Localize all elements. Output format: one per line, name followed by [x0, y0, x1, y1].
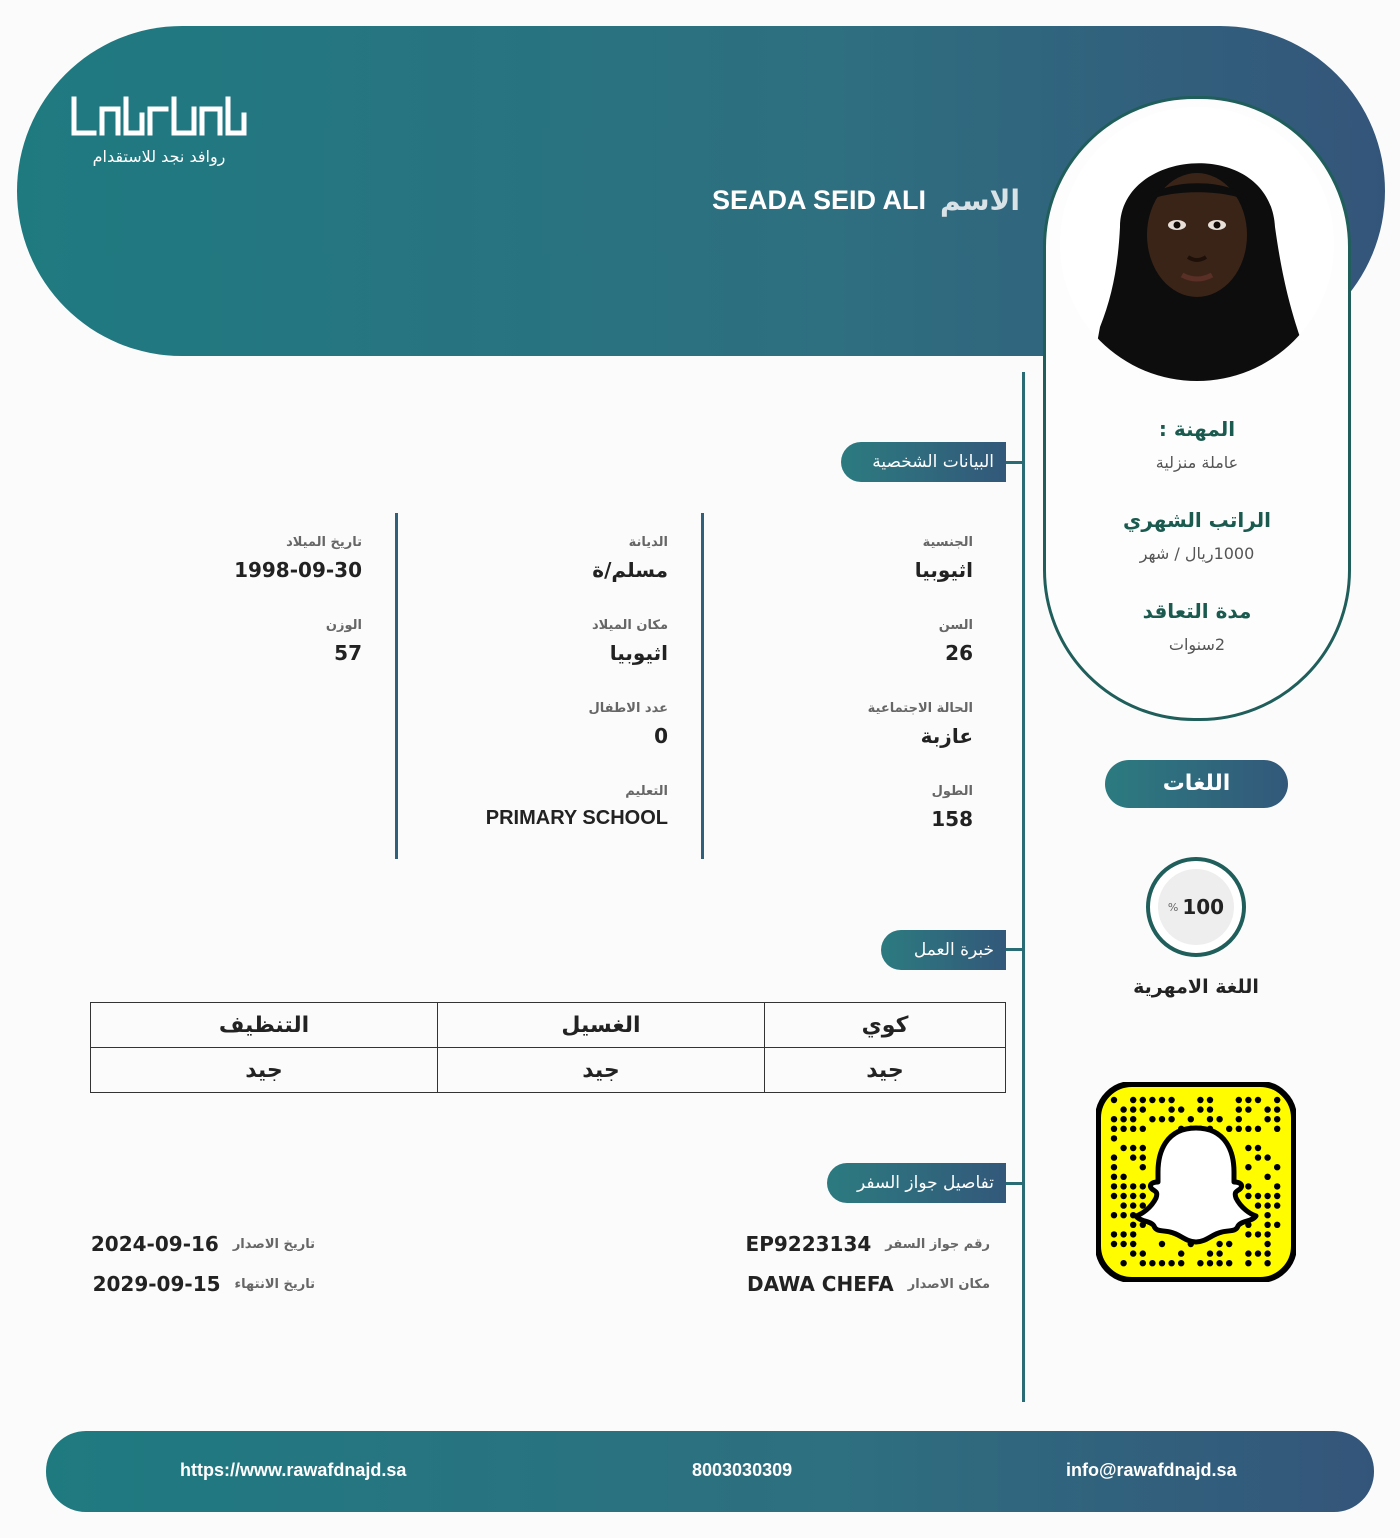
passport-number-value: EP9223134	[745, 1232, 872, 1256]
snapcode-dot	[1274, 1183, 1280, 1189]
snapcode-dot	[1197, 1260, 1203, 1266]
field-label: الجنسية	[922, 535, 973, 550]
snapcode-dot	[1111, 1164, 1117, 1170]
profile-card	[1043, 96, 1351, 721]
snapcode-dot	[1159, 1260, 1165, 1266]
snapcode-dot	[1207, 1097, 1213, 1103]
snapcode-dot	[1111, 1212, 1117, 1218]
contract-label: مدة التعاقد	[1142, 599, 1252, 623]
snapcode-dot	[1130, 1202, 1136, 1208]
snapcode-dot	[1168, 1106, 1174, 1112]
snapcode-dot	[1216, 1250, 1222, 1256]
snapcode-dot	[1264, 1174, 1270, 1180]
field-birthplace	[368, 618, 668, 665]
language-level-inner	[1158, 869, 1234, 945]
section-passport-title: تفاصيل جواز السفر	[827, 1163, 1006, 1203]
field-value: PRIMARY SCHOOL	[485, 807, 668, 829]
snapcode-dot	[1216, 1116, 1222, 1122]
language-level-ring	[1146, 857, 1246, 957]
snapcode-dot	[1130, 1106, 1136, 1112]
snapcode-dot	[1140, 1126, 1146, 1132]
field-value: 158	[931, 807, 973, 831]
snapcode-dot	[1130, 1183, 1136, 1189]
profession-value: عاملة منزلية	[1155, 453, 1239, 472]
passport-issue-label: تاريخ الاصدار	[232, 1236, 315, 1252]
snapcode-dot	[1140, 1260, 1146, 1266]
snapcode-dot	[1255, 1231, 1261, 1237]
field-value: اثيوبيا	[914, 558, 973, 582]
snapcode-dot	[1245, 1260, 1251, 1266]
snapcode-dot	[1111, 1126, 1117, 1132]
snapcode-dot	[1245, 1126, 1251, 1132]
passport-expiry-date	[93, 1272, 315, 1296]
snapcode-dot	[1159, 1241, 1165, 1247]
snapcode-dot	[1274, 1106, 1280, 1112]
field-nationality	[673, 535, 973, 582]
snapcode-dot	[1130, 1241, 1136, 1247]
snapcode-dot	[1245, 1250, 1251, 1256]
section-experience-title: خبرة العمل	[881, 930, 1006, 970]
snapcode-dot	[1140, 1183, 1146, 1189]
contract-value: 2سنوات	[1168, 635, 1226, 654]
passport-number-label: رقم جواز السفر	[885, 1236, 990, 1252]
field-label: تاريخ الميلاد	[286, 535, 362, 550]
footer-email-link[interactable]: info@rawafdnajd.sa	[1066, 1460, 1237, 1480]
passport-expiry-value: 2029-09-15	[92, 1272, 221, 1296]
snapcode-dot	[1255, 1202, 1261, 1208]
snapcode-dot	[1120, 1241, 1126, 1247]
snapcode-dot	[1178, 1250, 1184, 1256]
footer-band	[46, 1431, 1374, 1512]
snapcode-dot	[1245, 1097, 1251, 1103]
snapcode-dot	[1140, 1145, 1146, 1151]
snapcode-dot	[1264, 1222, 1270, 1228]
passport-place	[747, 1272, 990, 1296]
snapcode-dot	[1120, 1193, 1126, 1199]
snapcode-dot	[1120, 1202, 1126, 1208]
field-age	[673, 618, 973, 665]
snapcode-dot	[1159, 1097, 1165, 1103]
snapcode-dot	[1264, 1260, 1270, 1266]
snapcode-dot	[1274, 1164, 1280, 1170]
snapcode-dot	[1226, 1126, 1232, 1132]
snapcode-dot	[1130, 1154, 1136, 1160]
snapcode-dot	[1120, 1145, 1126, 1151]
language-percent: 100	[1182, 895, 1225, 919]
section-connector	[1006, 1182, 1023, 1185]
field-height	[673, 784, 973, 831]
field-marital-status	[673, 701, 973, 748]
snapcode-dot	[1264, 1250, 1270, 1256]
section-connector	[1006, 948, 1023, 951]
field-label: الطول	[931, 784, 973, 799]
snapcode-qr[interactable]	[1096, 1082, 1296, 1282]
snapcode-dot	[1245, 1193, 1251, 1199]
snapcode-dot	[1264, 1154, 1270, 1160]
table-cell: جيد	[438, 1048, 765, 1093]
snapcode-dot	[1111, 1135, 1117, 1141]
snapcode-dot	[1264, 1212, 1270, 1218]
snapcode-dot	[1130, 1145, 1136, 1151]
snapcode-dot	[1140, 1250, 1146, 1256]
snapcode-dot	[1255, 1154, 1261, 1160]
snapcode-dot	[1274, 1116, 1280, 1122]
field-label: الوزن	[325, 618, 362, 633]
field-birthdate	[62, 535, 362, 582]
field-label: مكان الميلاد	[591, 618, 668, 633]
passport-place-label: مكان الاصدار	[907, 1276, 990, 1292]
snapcode-dot	[1140, 1106, 1146, 1112]
snapcode-dot	[1111, 1097, 1117, 1103]
snapcode-dot	[1236, 1097, 1242, 1103]
name-value: SEADA SEID ALI	[712, 184, 927, 215]
snapcode-dot	[1111, 1174, 1117, 1180]
snapcode-dot	[1168, 1116, 1174, 1122]
field-value: 57	[334, 641, 362, 665]
field-value: اثيوبيا	[609, 641, 668, 665]
snapcode-dot	[1111, 1241, 1117, 1247]
field-value: مسلم/ة	[592, 558, 668, 582]
snapcode-dot	[1226, 1241, 1232, 1247]
snapcode-dot	[1140, 1164, 1146, 1170]
snapcode-dot	[1188, 1116, 1194, 1122]
snapcode-dot	[1255, 1250, 1261, 1256]
snapcode-dot	[1264, 1241, 1270, 1247]
profile-photo-illustration	[1060, 107, 1334, 381]
snapcode-dot	[1255, 1193, 1261, 1199]
snapcode-dot	[1140, 1193, 1146, 1199]
snapcode-dot	[1111, 1183, 1117, 1189]
snapcode-dot	[1130, 1097, 1136, 1103]
snapcode-dot	[1245, 1164, 1251, 1170]
passport-number	[746, 1232, 990, 1256]
snapcode-dot	[1149, 1116, 1155, 1122]
snapcode-dot	[1245, 1183, 1251, 1189]
snapcode-dot	[1274, 1097, 1280, 1103]
snapcode-dot	[1255, 1097, 1261, 1103]
field-label: التعليم	[625, 784, 668, 799]
field-religion	[368, 535, 668, 582]
snapcode-dot	[1149, 1260, 1155, 1266]
field-label: الحالة الاجتماعية	[867, 701, 973, 716]
field-weight	[62, 618, 362, 665]
snapcode-dot	[1264, 1116, 1270, 1122]
snapcode-dot	[1130, 1126, 1136, 1132]
footer-website-link[interactable]: https://www.rawafdnajd.sa	[180, 1460, 407, 1480]
languages-title: اللغات	[1105, 760, 1288, 808]
snapcode-dot	[1120, 1116, 1126, 1122]
snapcode-dot	[1140, 1154, 1146, 1160]
snapcode-dot	[1120, 1212, 1126, 1218]
snapcode-dot	[1274, 1193, 1280, 1199]
snapcode-dot	[1264, 1193, 1270, 1199]
logo-subtitle: روافد نجد للاستقدام	[92, 147, 226, 166]
snapcode-dot	[1140, 1097, 1146, 1103]
snapcode-dot	[1111, 1154, 1117, 1160]
snapcode-dot	[1207, 1250, 1213, 1256]
field-value: 26	[945, 641, 973, 665]
field-label: عدد الاطفال	[588, 701, 668, 716]
snapcode-dot	[1274, 1222, 1280, 1228]
table-header-cell: الغسيل	[438, 1003, 765, 1048]
snapcode-dot	[1236, 1116, 1242, 1122]
footer-phone[interactable]: 8003030309	[692, 1460, 793, 1480]
snapcode-dot	[1178, 1260, 1184, 1266]
snapcode-dot	[1130, 1231, 1136, 1237]
snapcode-dot	[1207, 1116, 1213, 1122]
field-label: السن	[938, 618, 973, 633]
snapcode-dot	[1207, 1106, 1213, 1112]
snapcode-dot	[1245, 1145, 1251, 1151]
snapcode-dot	[1236, 1106, 1242, 1112]
language-name: اللغة الامهرية	[1133, 976, 1259, 998]
section-connector	[1006, 461, 1023, 464]
passport-issue-date	[91, 1232, 315, 1256]
table-header-cell: التنظيف	[91, 1003, 438, 1048]
snapcode-dot	[1111, 1116, 1117, 1122]
table-header-cell: كوي	[765, 1003, 1006, 1048]
field-children	[368, 701, 668, 748]
snapcode-dot	[1245, 1231, 1251, 1237]
passport-issue-value: 2024-09-16	[90, 1232, 219, 1256]
snapcode-dot	[1120, 1126, 1126, 1132]
snapcode-dot	[1274, 1202, 1280, 1208]
snapcode-dot	[1111, 1193, 1117, 1199]
snapcode-dot	[1120, 1106, 1126, 1112]
snapcode-dot	[1255, 1145, 1261, 1151]
snapcode-dot	[1120, 1231, 1126, 1237]
snapcode-dot	[1264, 1106, 1270, 1112]
table-cell: جيد	[91, 1048, 438, 1093]
profile-photo	[1060, 107, 1334, 381]
experience-table	[90, 1002, 1006, 1093]
profession-label: المهنة :	[1158, 417, 1236, 441]
snapcode-dot	[1149, 1097, 1155, 1103]
field-value: 1998-09-30	[234, 558, 362, 582]
snapcode-dot	[1245, 1106, 1251, 1112]
snapcode-dot	[1207, 1260, 1213, 1266]
field-label: الديانة	[628, 535, 668, 550]
table-row	[91, 1048, 1006, 1093]
snapcode-dot	[1120, 1260, 1126, 1266]
snapcode-dot	[1120, 1183, 1126, 1189]
logo	[70, 95, 250, 175]
snapcode-dot	[1197, 1106, 1203, 1112]
snapcode-dot	[1159, 1116, 1165, 1122]
snapcode-dot	[1178, 1106, 1184, 1112]
language-percent-symbol: %	[1167, 900, 1179, 914]
snapcode-dot	[1130, 1116, 1136, 1122]
passport-place-value: DAWA CHEFA	[747, 1272, 894, 1296]
snapcode-dot	[1197, 1097, 1203, 1103]
salary-label: الراتب الشهري	[1123, 508, 1271, 532]
snapcode-dot	[1216, 1260, 1222, 1266]
contract-field	[1046, 599, 1348, 654]
passport-expiry-label: تاريخ الانتهاء	[234, 1276, 315, 1292]
snapcode-dot	[1255, 1126, 1261, 1132]
snapcode-dot	[1236, 1126, 1242, 1132]
section-personal-title: البيانات الشخصية	[841, 442, 1006, 482]
snapcode-dot	[1216, 1241, 1222, 1247]
snapcode-dot	[1140, 1202, 1146, 1208]
snapcode-dot	[1111, 1231, 1117, 1237]
snapcode-dot	[1226, 1260, 1232, 1266]
profession-field	[1046, 417, 1348, 472]
snapcode-dot	[1130, 1222, 1136, 1228]
field-value: عازبة	[920, 724, 973, 748]
salary-value: 1000ريال / شهر	[1139, 544, 1255, 563]
table-row	[91, 1003, 1006, 1048]
field-value: 0	[654, 724, 668, 748]
salary-field	[1046, 508, 1348, 563]
snapcode-dot	[1120, 1174, 1126, 1180]
snapcode-dot	[1264, 1231, 1270, 1237]
name-row	[600, 178, 1020, 222]
snapcode-dot	[1168, 1097, 1174, 1103]
snapcode-dot	[1264, 1202, 1270, 1208]
snapcode-dot	[1130, 1193, 1136, 1199]
field-education	[368, 784, 668, 830]
name-label: الاسم	[940, 183, 1020, 217]
timeline-line	[1022, 372, 1025, 1402]
snapcode-dot	[1168, 1260, 1174, 1266]
logo-mark	[70, 95, 248, 139]
snapcode-dot	[1130, 1250, 1136, 1256]
table-cell: جيد	[765, 1048, 1006, 1093]
snapcode-dot	[1274, 1126, 1280, 1132]
